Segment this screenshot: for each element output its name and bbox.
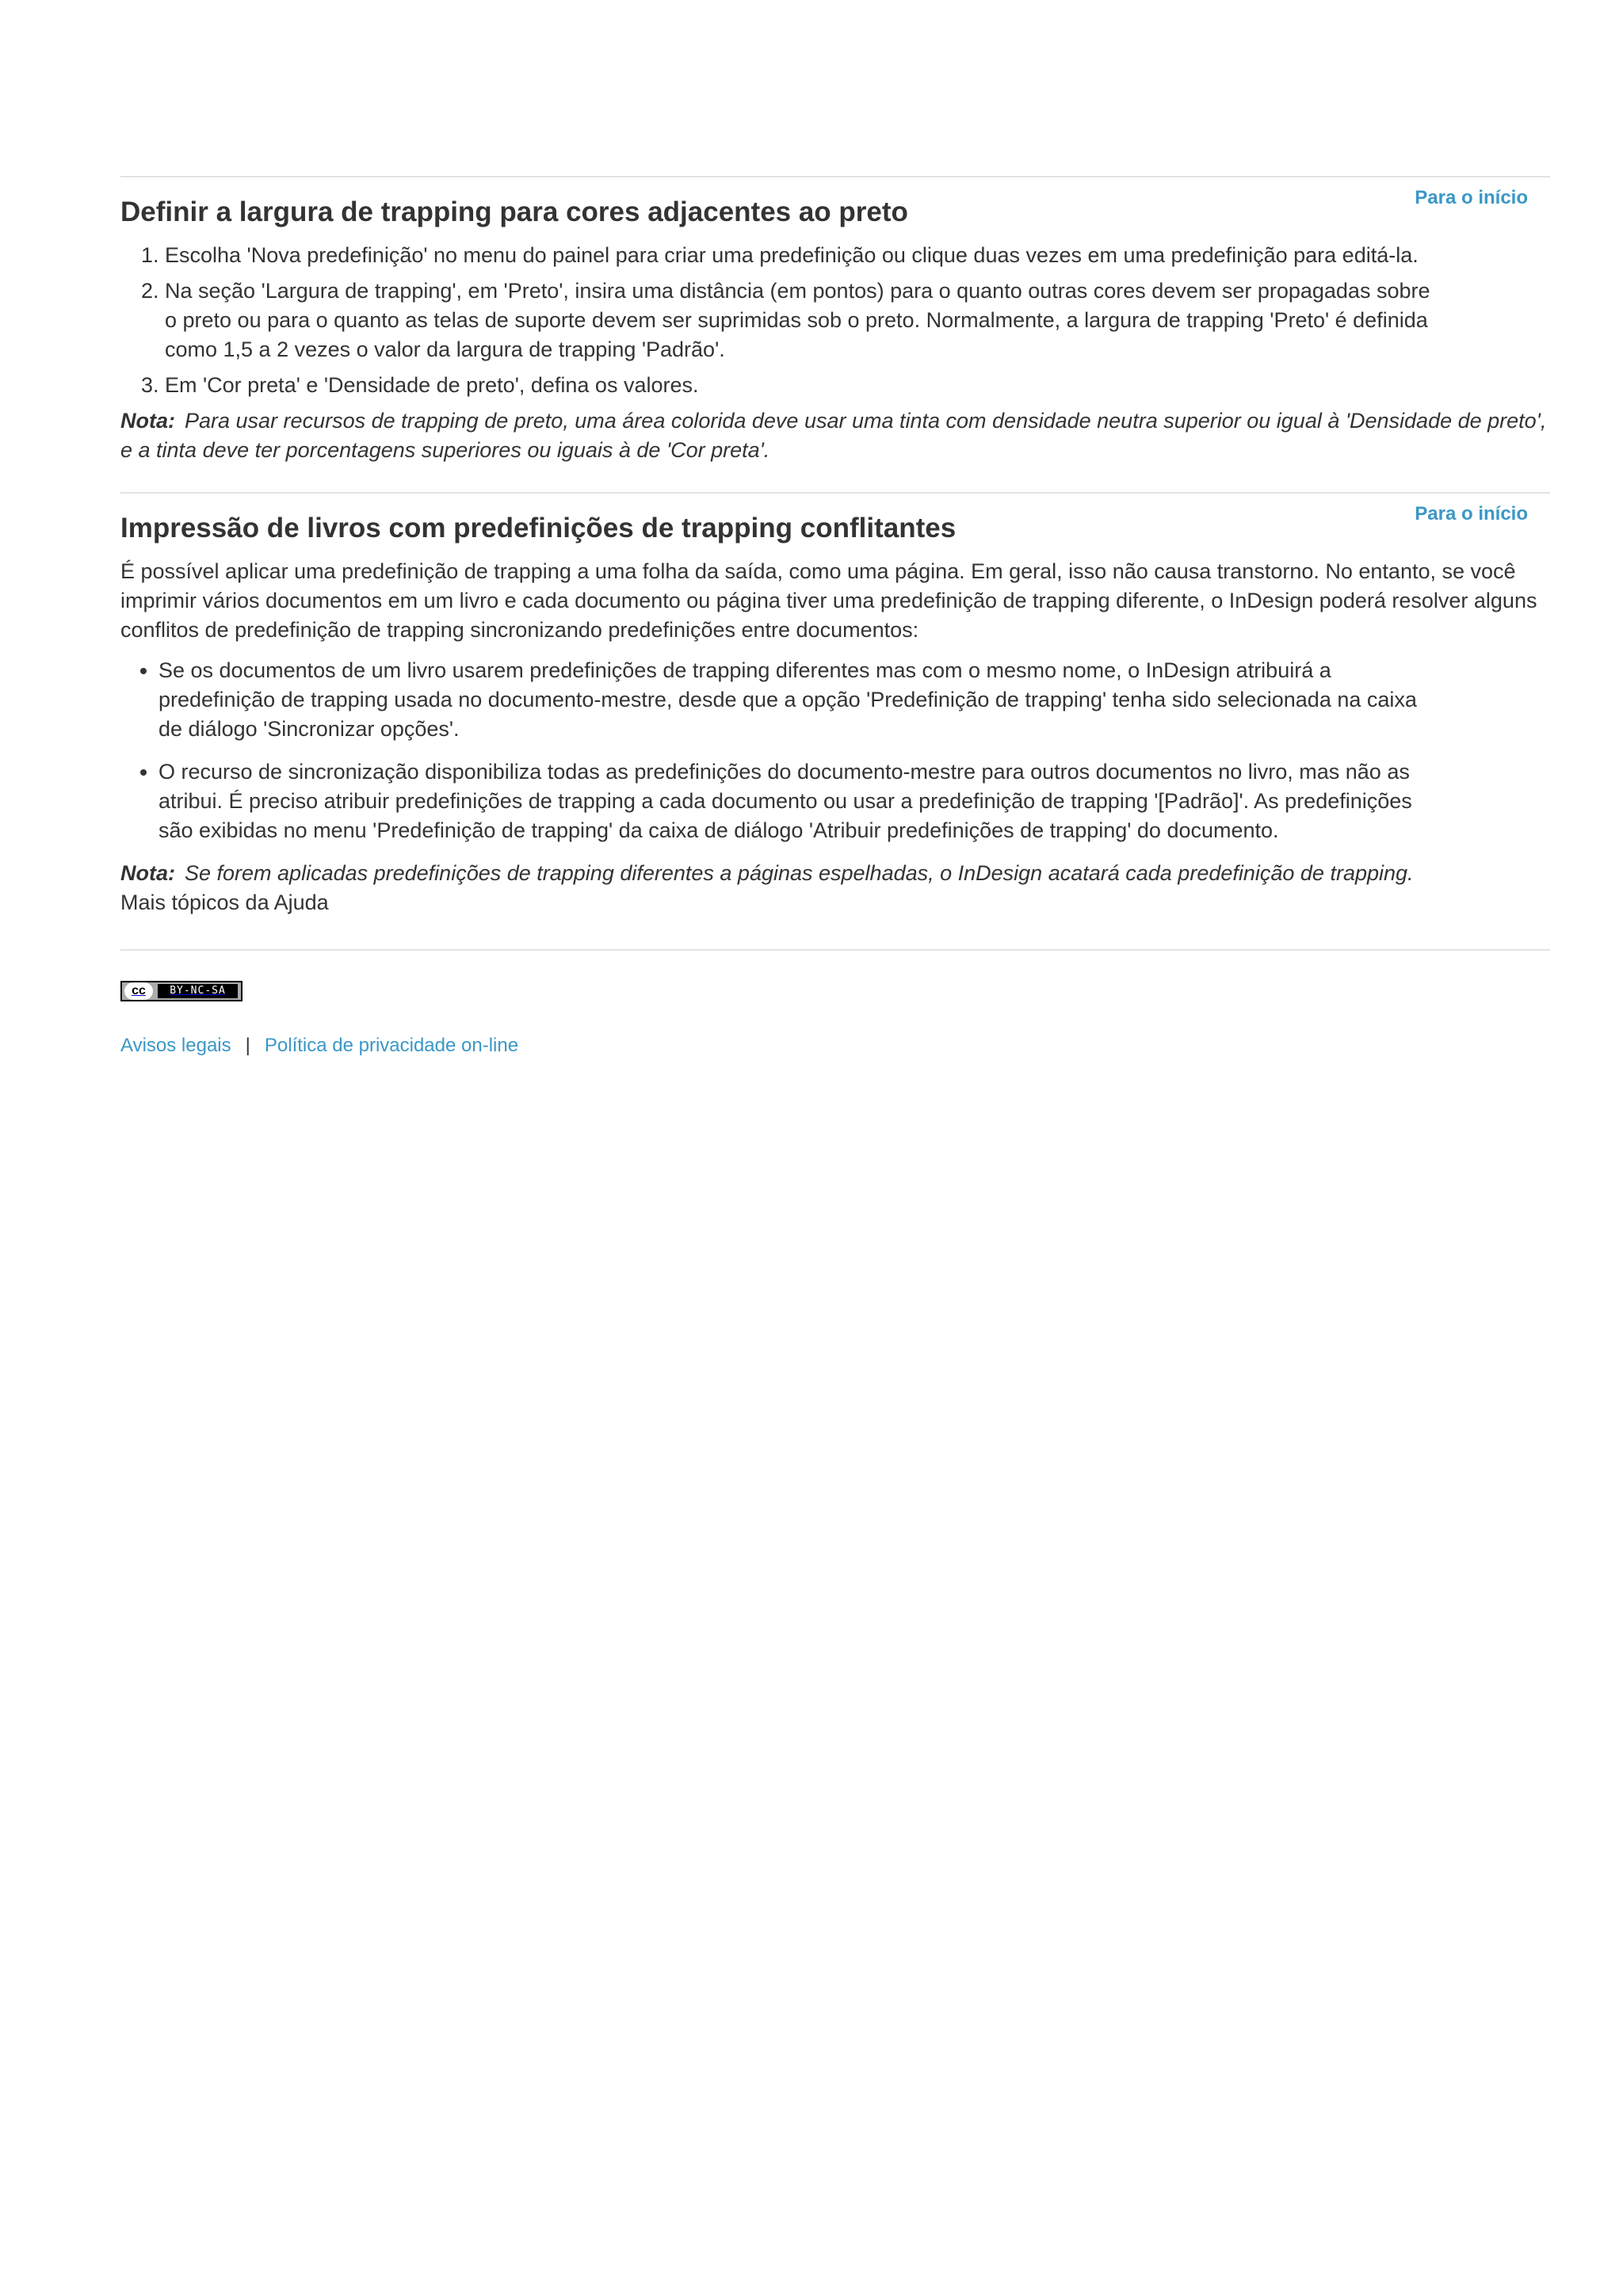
section-title: Impressão de livros com predefinições de trapping conflitantes bbox=[120, 513, 957, 543]
note-label: Nota: bbox=[120, 861, 175, 885]
list-item: 3. Em 'Cor preta' e 'Densidade de preto', defina os valores. bbox=[165, 371, 1433, 400]
note-text: Para usar recursos de trapping de preto, uma área colorida deve usar uma tinta com densidade neutra superior ou igual à 'Densidade de preto', e a tinta deve ter porcentagens superiores ou iguais à de 'Cor preta'. bbox=[120, 409, 1547, 462]
list-item: • O recurso de sincronização disponibiliza todas as predefinições do documento-mestre para outros documentos no livro, mas não as atribui. É preciso atribuir predefinições de trapping a cada documento ou usar a predefinição de trapping '[Padrão]'. As predefinições são exibidas no menu 'Predefinição de trapping' da caixa de diálogo 'Atribuir predefinições de trapping' do documento. bbox=[158, 757, 1426, 845]
link-separator: | bbox=[245, 1035, 250, 1056]
section-title: Definir a largura de trapping para cores adjacentes ao preto bbox=[120, 196, 908, 227]
bullet-list bbox=[120, 656, 1426, 845]
intro-paragraph: É possível aplicar uma predefinição de trapping a uma folha da saída, como uma página. Em geral, isso não causa transtorno. No entanto, se você imprimir vários documentos em um livro e cada documento ou página tiver uma predefinição de trapping diferente, o InDesign poderá resolver alguns conflitos de predefinição de trapping sincronizando predefinições entre documentos: bbox=[120, 559, 1537, 642]
note bbox=[120, 406, 1550, 465]
section-black-trap-width bbox=[120, 176, 1550, 465]
more-help-topics: Mais tópicos da Ajuda bbox=[120, 891, 329, 914]
note-text: Se forem aplicadas predefinições de trapping diferentes a páginas espelhadas, o InDesign acatará cada predefinição de trapping. bbox=[185, 861, 1414, 885]
section-book-conflicting-presets bbox=[120, 492, 1550, 917]
back-to-top-link[interactable]: Para o início bbox=[1415, 503, 1528, 524]
privacy-policy-link[interactable]: Política de privacidade on-line bbox=[264, 1035, 519, 1056]
creative-commons-license-badge[interactable] bbox=[120, 981, 242, 1001]
footer bbox=[120, 949, 1550, 1057]
footer-links bbox=[120, 1035, 1550, 1057]
back-to-top-link[interactable]: Para o início bbox=[1415, 187, 1528, 208]
list-item: 1. Escolha 'Nova predefinição' no menu do painel para criar uma predefinição ou clique duas vezes em uma predefinição para editá-la. bbox=[165, 241, 1433, 270]
cc-license-label: BY-NC-SA bbox=[158, 984, 238, 998]
list-item: 2. Na seção 'Largura de trapping', em 'Preto', insira uma distância (em pontos) para o quanto outras cores devem ser propagadas sobre o preto ou para o quanto as telas de suporte devem ser suprimidas sob o preto. Normalmente, a largura de trapping 'Preto' é definida como 1,5 a 2 vezes o valor da largura de trapping 'Padrão'. bbox=[165, 277, 1433, 364]
list-item: • Se os documentos de um livro usarem predefinições de trapping diferentes mas com o mesmo nome, o InDesign atribuirá a predefinição de trapping usada no documento-mestre, desde que a opção 'Predefinição de trapping' tenha sido selecionada na caixa de diálogo 'Sincronizar opções'. bbox=[158, 656, 1426, 744]
legal-notices-link[interactable]: Avisos legais bbox=[120, 1035, 231, 1056]
document-page bbox=[120, 176, 1550, 1057]
cc-icon: cc bbox=[124, 982, 153, 1000]
note bbox=[120, 859, 1550, 888]
note-label: Nota: bbox=[120, 409, 175, 433]
steps-list bbox=[120, 241, 1433, 400]
